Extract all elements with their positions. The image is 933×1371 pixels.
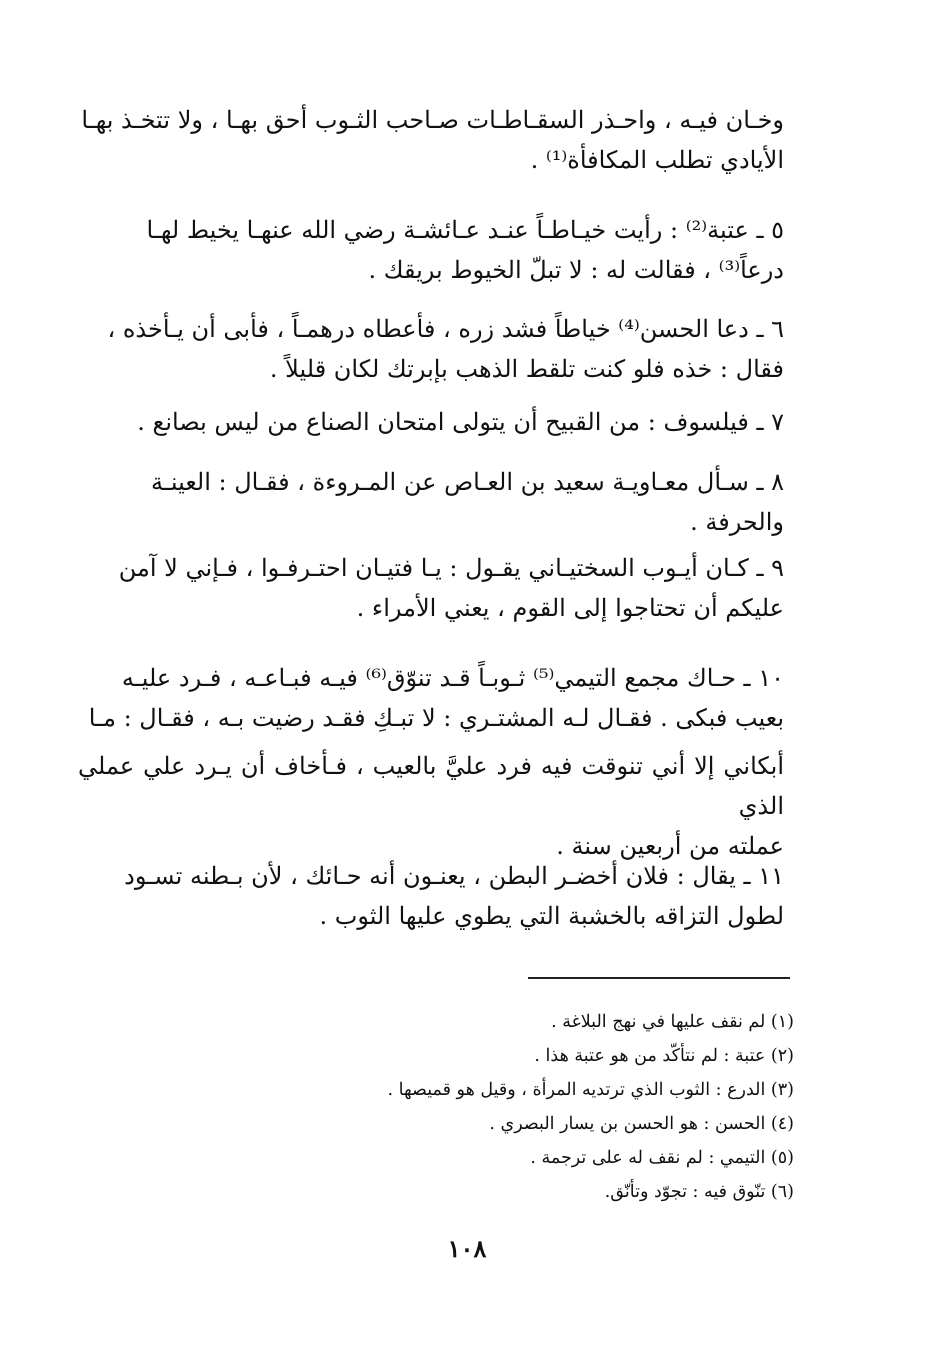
footnote: (٣) الدرع : الثوب الذي ترتديه المرأة ، وقيل هو قميصها .: [387, 1080, 794, 1100]
footnote: (٦) تنّوق فيه : تجوّد وتأنّق.: [604, 1182, 794, 1202]
footnote: (١) لم نقف عليها في نهج البلاغة .: [551, 1012, 794, 1032]
text-line: ٨ ـ سـأل معـاويـة سعيد بن العـاص عن المـروءة ، فقـال : العينـة: [150, 468, 784, 496]
footnote: (٥) التيمي : لم نقف له على ترجمة .: [530, 1148, 794, 1168]
text-line: الأيادي تطلب المكافأة⁽¹⁾ .: [530, 146, 784, 174]
text-line: ٩ ـ كـان أيـوب السختيـاني يقـول : يـا فتيـان احتـرفـوا ، فـإني لا آمن: [118, 554, 784, 582]
paragraph-8: [78, 462, 784, 542]
text-line: بعيب فبكى . فقـال لـه المشتـري : لا تبـكِ فقـد رضيت بـه ، فقـال : مـا: [88, 704, 784, 732]
footnotes: [300, 1005, 794, 1209]
footnote-divider: [528, 977, 790, 979]
text-line: ٧ ـ فيلسوف : من القبيح أن يتولى امتحان الصناع من ليس بصانع .: [137, 408, 784, 436]
paragraph-6: [78, 309, 784, 389]
page-number: ١٠٨: [447, 1234, 487, 1263]
text-line: ٥ ـ عتبة⁽²⁾ : رأيت خيـاطـاً عنـد عـائشـة رضي الله عنهـا يخيط لهـا: [146, 216, 784, 244]
text-line: ١١ ـ يقال : فلان أخضـر البطن ، يعنـون أنه حـائك ، لأن بـطنه تسـود: [124, 862, 784, 890]
text-line: عملته من أربعين سنة .: [556, 832, 784, 860]
text-line: عليكم أن تحتاجوا إلى القوم ، يعني الأمراء .: [356, 594, 784, 622]
text-line: والحرفة .: [690, 508, 784, 536]
paragraph-7: [78, 402, 784, 442]
paragraph-5: [78, 210, 784, 290]
text-line: درعاً⁽³⁾ ، فقالت له : لا تبلّ الخيوط بريقك .: [368, 256, 784, 284]
text-line: لطول التزاقه بالخشبة التي يطوي عليها الثوب .: [319, 902, 784, 930]
text-line: وخـان فيـه ، واحـذر السقـاطـات صـاحب الثـوب أحق بهـا ، ولا تتخـذ بهـا: [81, 106, 784, 134]
footnote: (٢) عتبة : لم نتأكّد من هو عتبة هذا .: [534, 1046, 794, 1066]
paragraph-11: [78, 856, 784, 936]
text-line: ٦ ـ دعا الحسن⁽⁴⁾ خياطاً فشد زره ، فأعطاه درهمـاً ، فأبى أن يـأخذه ،: [107, 315, 784, 343]
text-line: أبكاني إلا أني تنوقت فيه فرد عليَّ بالعيب ، فـأخاف أن يـرد علي عملي الذي: [78, 752, 784, 820]
footnote: (٤) الحسن : هو الحسن بن يسار البصري .: [489, 1114, 794, 1134]
text-line: ١٠ ـ حـاك مجمع التيمي⁽⁵⁾ ثـوبـاً قـد تنوّق⁽⁶⁾ فيـه فبـاعـه ، فـرد عليـه: [121, 664, 784, 692]
paragraph-10: [78, 658, 784, 866]
text-line: فقال : خذه فلو كنت تلقط الذهب بإبرتك لكان قليلاً .: [269, 355, 784, 383]
paragraph-9: [78, 548, 784, 628]
paragraph-continuation: [78, 100, 784, 180]
